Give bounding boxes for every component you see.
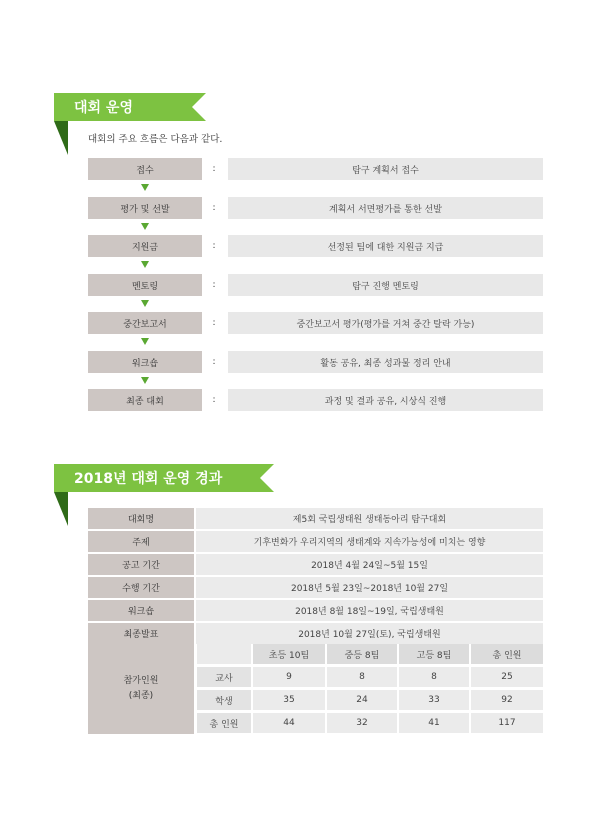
down-arrow-icon bbox=[141, 300, 149, 307]
row-value: 2018년 4월 24일~5월 15일 bbox=[196, 554, 543, 575]
column-header: 고등 8팀 bbox=[399, 644, 469, 664]
step-colon: : bbox=[212, 357, 216, 367]
participant-count: 33 bbox=[399, 690, 469, 710]
participants-sublabel: (최종) bbox=[128, 691, 154, 701]
step-colon: : bbox=[212, 280, 216, 290]
table-row bbox=[88, 508, 543, 529]
participant-count: 41 bbox=[399, 713, 469, 733]
step-colon: : bbox=[212, 318, 216, 328]
row-value: 제5회 국립생태원 생태동아리 탐구대회 bbox=[196, 508, 543, 529]
row-value: 2018년 5월 23일~2018년 10월 27일 bbox=[196, 577, 543, 598]
column-header: 총 인원 bbox=[471, 644, 543, 664]
step-description: 활동 공유, 최종 성과물 정리 안내 bbox=[228, 351, 543, 373]
step-description: 과정 및 결과 공유, 시상식 진행 bbox=[228, 389, 543, 411]
section-title: 대회 운영 bbox=[74, 100, 133, 116]
step-description: 탐구 진행 멘토링 bbox=[228, 274, 543, 296]
step-label: 중간보고서 bbox=[88, 312, 202, 334]
down-arrow-icon bbox=[141, 338, 149, 345]
row-header: 대회명 bbox=[88, 508, 194, 529]
step-colon: : bbox=[212, 203, 216, 213]
down-arrow-icon bbox=[141, 184, 149, 191]
step-label: 접수 bbox=[88, 158, 202, 180]
step-description: 중간보고서 평가(평가를 거쳐 중간 탈락 가능) bbox=[228, 312, 543, 334]
step-description: 선정된 팀에 대한 지원금 지급 bbox=[228, 235, 543, 257]
step-label: 평가 및 선발 bbox=[88, 197, 202, 219]
row-header: 최종발표 bbox=[88, 623, 194, 644]
participant-row-label: 총 인원 bbox=[197, 713, 251, 733]
row-value: 기후변화가 우리지역의 생태계와 지속가능성에 미치는 영향 bbox=[196, 531, 543, 552]
step-colon: : bbox=[212, 164, 216, 174]
section-title: 2018년 대회 운영 경과 bbox=[74, 471, 223, 487]
corner-cell bbox=[197, 644, 251, 664]
row-header: 수행 기간 bbox=[88, 577, 194, 598]
row-header: 워크숍 bbox=[88, 600, 194, 621]
participant-count: 92 bbox=[471, 690, 543, 710]
participant-count: 9 bbox=[253, 667, 325, 687]
participant-count: 25 bbox=[471, 667, 543, 687]
row-value: 2018년 8월 18일~19일, 국립생태원 bbox=[196, 600, 543, 621]
step-description: 탐구 계획서 접수 bbox=[228, 158, 543, 180]
row-value: 2018년 10월 27일(토), 국립생태원 bbox=[196, 623, 543, 644]
section-banner-results bbox=[54, 464, 274, 514]
participant-count: 8 bbox=[399, 667, 469, 687]
step-description: 계획서 서면평가를 통한 선발 bbox=[228, 197, 543, 219]
participant-count: 44 bbox=[253, 713, 325, 733]
step-label: 워크숍 bbox=[88, 351, 202, 373]
row-header: 공고 기간 bbox=[88, 554, 194, 575]
down-arrow-icon bbox=[141, 261, 149, 268]
step-label: 멘토링 bbox=[88, 274, 202, 296]
intro-text: 대회의 주요 흐름은 다음과 같다. bbox=[88, 134, 223, 145]
participants-header bbox=[88, 644, 194, 734]
participant-count: 35 bbox=[253, 690, 325, 710]
participant-row-label: 교사 bbox=[197, 667, 251, 687]
participant-count: 117 bbox=[471, 713, 543, 733]
table-row bbox=[88, 554, 543, 575]
step-label: 최종 대회 bbox=[88, 389, 202, 411]
table-row bbox=[88, 623, 543, 644]
row-header: 주제 bbox=[88, 531, 194, 552]
down-arrow-icon bbox=[141, 223, 149, 230]
step-colon: : bbox=[212, 241, 216, 251]
step-colon: : bbox=[212, 395, 216, 405]
column-header: 초등 10팀 bbox=[253, 644, 325, 664]
step-label: 지원금 bbox=[88, 235, 202, 257]
column-header: 중등 8팀 bbox=[327, 644, 397, 664]
table-row bbox=[88, 600, 543, 621]
participant-count: 32 bbox=[327, 713, 397, 733]
participants-label: 참가인원 bbox=[123, 676, 159, 686]
participant-count: 24 bbox=[327, 690, 397, 710]
table-row bbox=[88, 577, 543, 598]
table-row bbox=[88, 531, 543, 552]
participant-row-label: 학생 bbox=[197, 690, 251, 710]
down-arrow-icon bbox=[141, 377, 149, 384]
participant-count: 8 bbox=[327, 667, 397, 687]
